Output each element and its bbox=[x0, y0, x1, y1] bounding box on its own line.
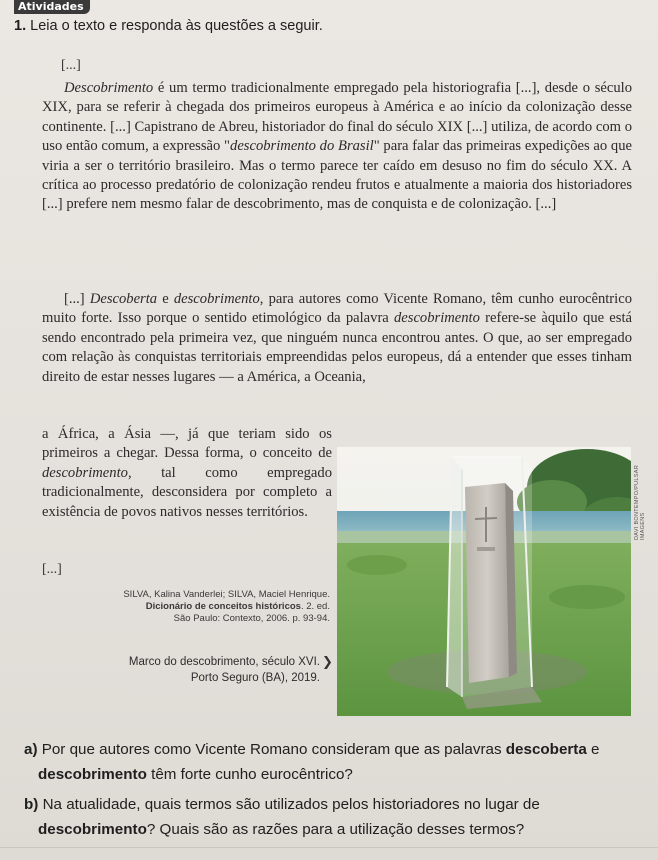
term-descobrimento: Descobrimento bbox=[64, 80, 154, 96]
opening-ellipsis: [...] bbox=[61, 58, 81, 73]
question-b-bold-1: descobrimento bbox=[38, 821, 147, 838]
caption-pointer-icon: ❯ bbox=[322, 655, 333, 670]
photo-credit: DAVI BONTEMPO/PULSAR IMAGENS bbox=[634, 465, 646, 540]
quote-descobrimento-brasil: descobrimento do Brasil bbox=[230, 138, 374, 155]
citation-authors: SILVA, Kalina Vanderlei; SILVA, Maciel Henrique. bbox=[123, 589, 330, 600]
p2-and: e bbox=[157, 291, 174, 307]
question-1-prompt bbox=[14, 18, 323, 34]
monument-photo bbox=[337, 447, 631, 716]
paragraph-2 bbox=[42, 290, 632, 387]
question-a-text-2: e bbox=[586, 741, 600, 758]
source-citation bbox=[123, 589, 330, 625]
p2-wrap-body-2: , tal como empregado tradicionalmente, desconsidera por completo a existência de povos nativos nesses territórios. bbox=[42, 464, 332, 520]
photo-caption bbox=[129, 654, 320, 686]
page-divider bbox=[0, 847, 658, 848]
question-b-label: b) bbox=[24, 796, 39, 813]
question-a-text-3: têm forte cunho eurocêntrico? bbox=[146, 766, 353, 783]
term-descobrimento-2: descobrimento bbox=[173, 291, 260, 307]
closing-ellipsis: [...] bbox=[42, 562, 62, 577]
p2-body: , para autores como Vicente Romano, têm cunho eurocêntrico muito forte. Isso porque o sentido etimológico da palavra bbox=[42, 291, 632, 327]
section-label: Atividades bbox=[14, 0, 90, 14]
p2-wrap-body: a África, a Ásia —, já que teriam sido os primeiros a chegar. Dessa forma, o conceito de bbox=[42, 426, 332, 462]
question-a bbox=[14, 737, 644, 787]
monument-photo-illustration bbox=[337, 447, 631, 716]
question-a-label: a) bbox=[24, 741, 38, 758]
p1-body: é um termo tradicionalmente empregado pela historiografia [...], desde o século XIX, para se referir à chegada dos primeiros europeus à América e ao início da colonização desse continente. [...] Capistrano de Abreu, historiador do final do século XIX [...] utiliza, de acordo com o uso então comum, a expressão " bbox=[42, 80, 632, 155]
question-a-bold-2: descobrimento bbox=[38, 766, 147, 783]
question-b-text-1: Na atualidade, quais termos são utilizados pelos historiadores no lugar de bbox=[38, 796, 540, 813]
p2-lead: [...] bbox=[64, 291, 90, 307]
citation-edition: . 2. ed. bbox=[300, 601, 330, 612]
caption-line-1: Marco do descobrimento, século XVI. bbox=[128, 656, 320, 668]
p1-body-2: " para falar das primeiras expedições ao que viria a ser o território brasileiro. Mas o termo parece ter caído em desuso no fim do século XX. A crítica ao processo predatório de colonização rendeu frutos e atualmente a maioria dos historiadores [...] prefere nem mesmo falar de descobrimento, mas de conquista e de colonização. [...] bbox=[42, 138, 632, 213]
paragraph-1 bbox=[42, 79, 632, 215]
question-text: Leia o texto e responda às questões a seguir. bbox=[30, 18, 323, 34]
p2-body-2: refere-se àquilo que está sendo encontrado pela primeira vez, que ninguém nunca encontrou antes. O que, ao ser empregado com relação às conquistas territoriais empreendidas pelos europeus, dá a entender que esses tinham direito de estar nesses lugares — a América, a Oceania, bbox=[42, 310, 632, 385]
question-b bbox=[14, 792, 644, 842]
citation-title: Dicionário de conceitos históricos bbox=[145, 601, 301, 612]
term-descobrimento-4: descobrimento bbox=[42, 464, 128, 481]
question-b-text-2: ? Quais são as razões para a utilização desses termos? bbox=[146, 821, 525, 838]
question-number: 1. bbox=[14, 18, 27, 34]
paragraph-2-wrap bbox=[42, 425, 332, 522]
term-descobrimento-3: descobrimento bbox=[393, 310, 480, 327]
caption-line-2: Porto Seguro (BA), 2019. bbox=[190, 672, 320, 684]
citation-publisher: São Paulo: Contexto, 2006. p. 93-94. bbox=[173, 613, 330, 624]
question-a-text-1: Por que autores como Vicente Romano consideram que as palavras bbox=[37, 741, 506, 758]
question-a-bold-1: descoberta bbox=[505, 741, 587, 758]
term-descoberta: Descoberta bbox=[89, 291, 158, 307]
